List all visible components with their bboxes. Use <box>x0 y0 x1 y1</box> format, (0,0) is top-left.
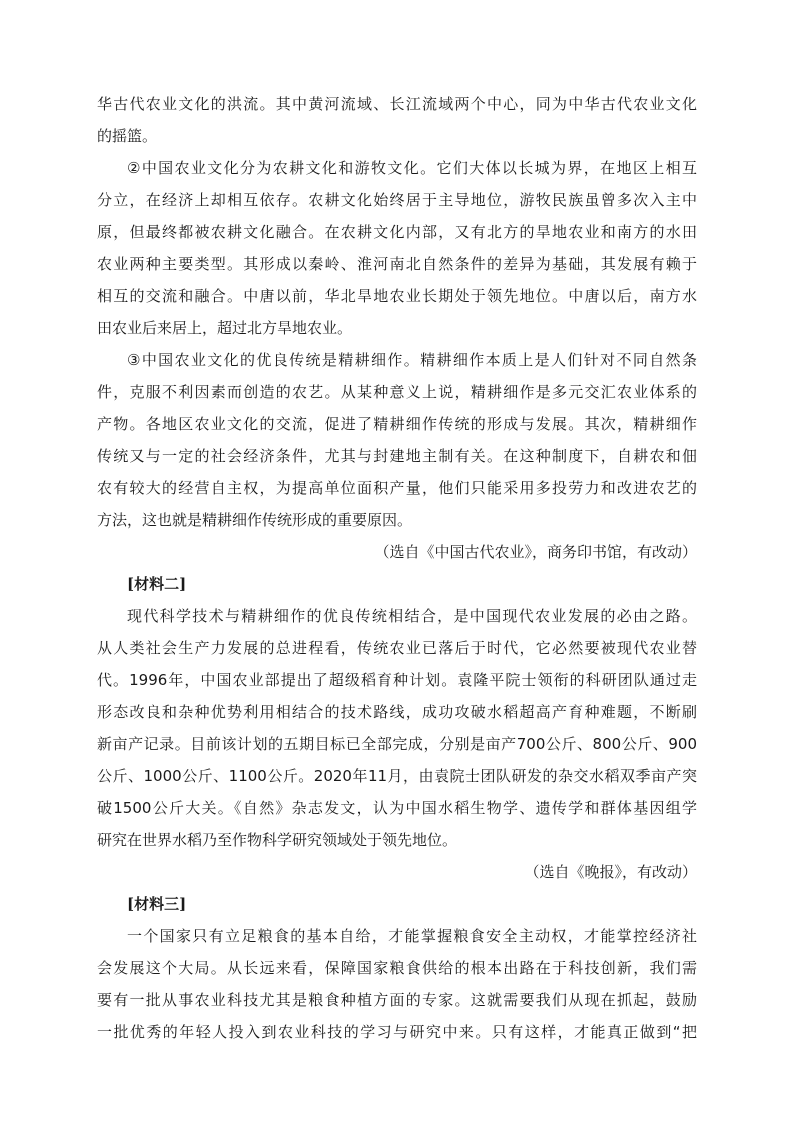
para3-line-5: 农有较大的经营自主权，为提高单位面积产量，他们只能采用多投劳力和改进农艺的 <box>97 479 697 497</box>
para3-line-2: 件，克服不利因素而创造的农艺。从某种意义上说，精耕细作是多元交汇农业体系的 <box>97 383 697 401</box>
source-citation-1: （选自《中国古代农业》，商务印书馆，有改动） <box>374 543 697 561</box>
material2-line-5: 新亩产记录。目前该计划的五期目标已全部完成，分别是亩产700公斤、800公斤、900 <box>97 735 697 753</box>
source-citation-2: （选自《晚报》，有改动） <box>524 863 697 881</box>
material2-line-8: 研究在世界水稻乃至作物科学研究领域处于领先地位。 <box>97 831 458 849</box>
material2-line-2: 从人类社会生产力发展的总进程看，传统农业已落后于时代，它必然要被现代农业替 <box>97 639 697 657</box>
para2-line-6: 田农业后来居上，超过北方旱地农业。 <box>97 319 353 337</box>
para2-line-1: ②中国农业文化分为农耕文化和游牧文化。它们大体以长城为界，在地区上相互 <box>127 159 697 177</box>
para3-line-6: 方法，这也就是精耕细作传统形成的重要原因。 <box>97 511 413 529</box>
material2-line-3: 代。1996年，中国农业部提出了超级稻育种计划。袁隆平院士领衔的科研团队通过走 <box>97 671 697 689</box>
material2-line-1: 现代科学技术与精耕细作的优良传统相结合，是中国现代农业发展的必由之路。 <box>127 607 697 625</box>
material3-line-1: 一个国家只有立足粮食的基本自给，才能掌握粮食安全主动权，才能掌控经济社 <box>127 927 697 945</box>
material-3-heading: [材料三] <box>127 895 187 913</box>
material-2-heading: [材料二] <box>127 575 187 593</box>
material3-line-3: 要有一批从事农业科技尤其是粮食种植方面的专家。这就需要我们从现在抓起，鼓励 <box>97 991 697 1009</box>
para3-line-1: ③中国农业文化的优良传统是精耕细作。精耕细作本质上是人们针对不同自然条 <box>127 351 697 369</box>
para3-line-4: 传统又与一定的社会经济条件，尤其与封建地主制有关。在这种制度下，自耕农和佃 <box>97 447 697 465</box>
para2-line-5: 相互的交流和融合。中唐以前，华北旱地农业长期处于领先地位。中唐以后，南方水 <box>97 287 697 305</box>
para2-line-2: 分立，在经济上却相互依存。农耕文化始终居于主导地位，游牧民族虽曾多次入主中 <box>97 191 697 209</box>
material3-line-2: 会发展这个大局。从长远来看，保障国家粮食供给的根本出路在于科技创新，我们需 <box>97 959 697 977</box>
material2-line-6: 公斤、1000公斤、1100公斤。2020年11月，由袁院士团队研发的杂交水稻双季亩产突 <box>97 767 697 785</box>
intro-line-1: 华古代农业文化的洪流。其中黄河流域、长江流域两个中心，同为中华古代农业文化 <box>97 95 697 113</box>
material2-line-7: 破1500公斤大关。《自然》杂志发文，认为中国水稻生物学、遗传学和群体基因组学 <box>97 799 697 817</box>
para3-line-3: 产物。各地区农业文化的交流，促进了精耕细作传统的形成与发展。其次，精耕细作 <box>97 415 697 433</box>
para2-line-4: 农业两种主要类型。其形成以秦岭、淮河南北自然条件的差异为基础，其发展有赖于 <box>97 255 697 273</box>
material2-line-4: 形态改良和杂种优势利用相结合的技术路线，成功攻破水稻超高产育种难题，不断刷 <box>97 703 697 721</box>
intro-line-2: 的摇篮。 <box>97 127 158 145</box>
para2-line-3: 原，但最终都被农耕文化融合。在农耕文化内部，又有北方的旱地农业和南方的水田 <box>97 223 697 241</box>
material3-line-4: 一批优秀的年轻人投入到农业科技的学习与研究中来。只有这样，才能真正做到“把 <box>97 1023 697 1041</box>
